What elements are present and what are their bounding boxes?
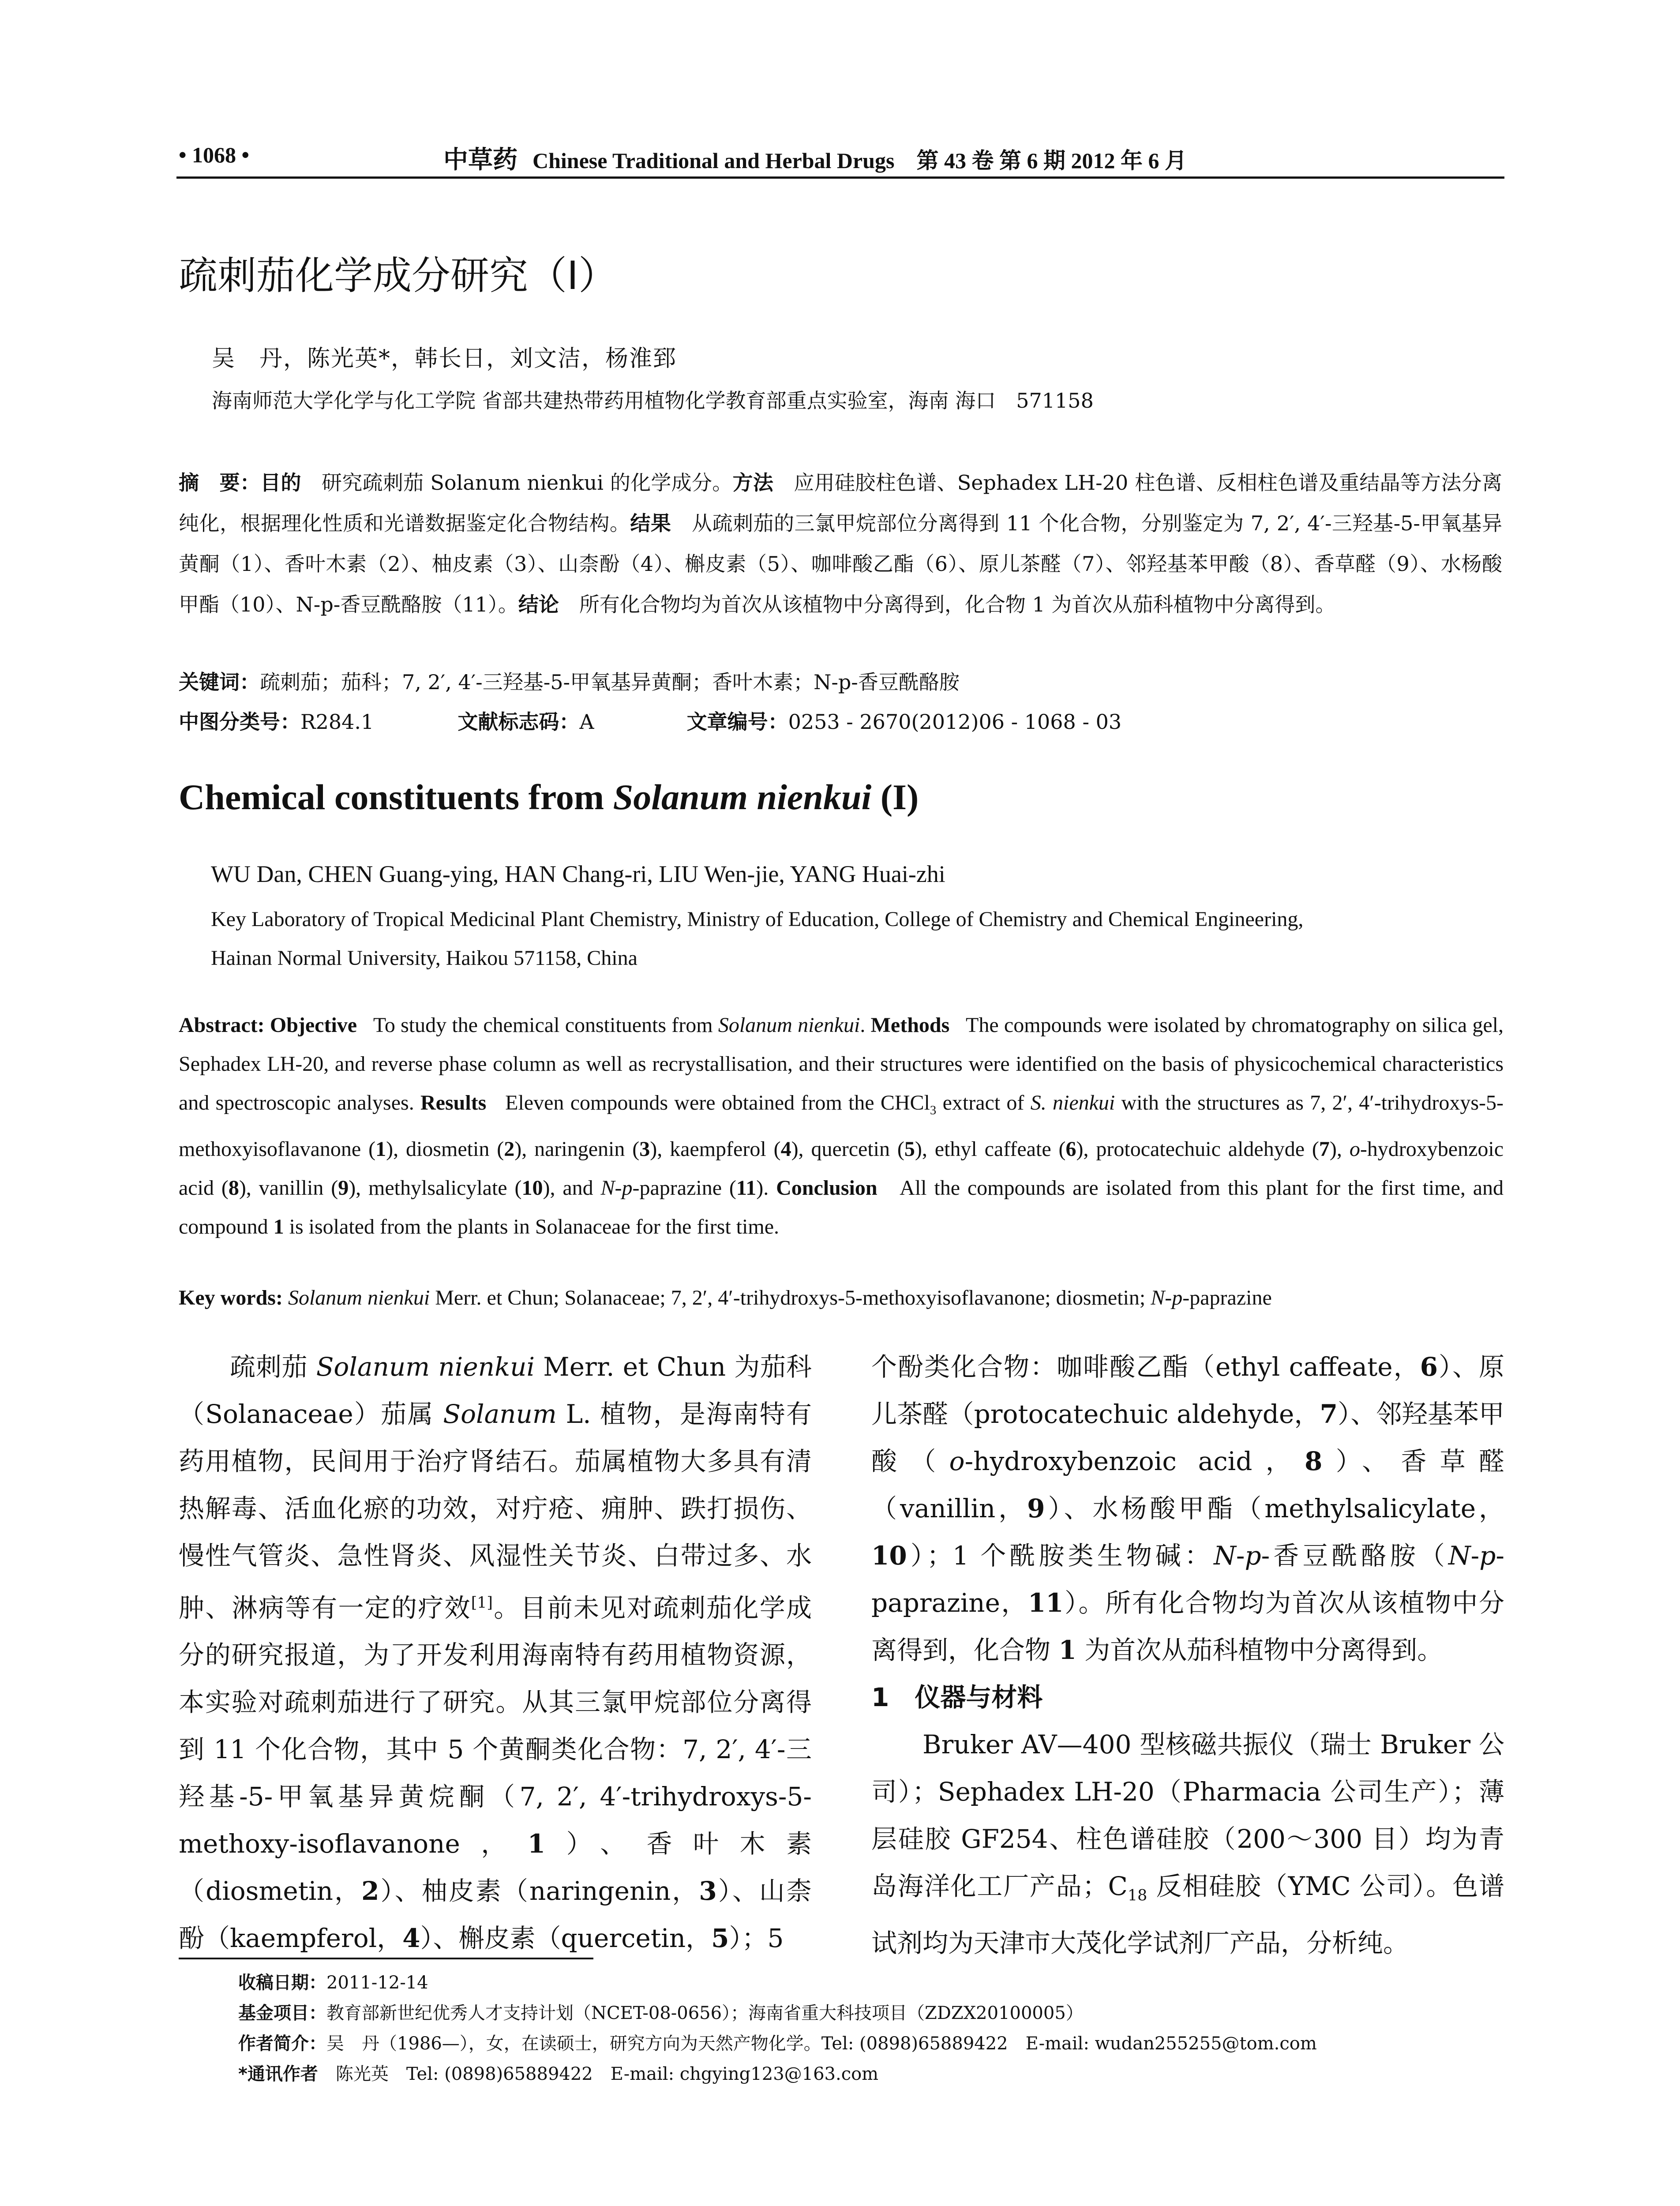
cn-conclusion: 所有化合物均为首次从该植物中分离得到，化合物 1 为首次从茄科植物中分离得到。 xyxy=(579,593,1336,616)
en-abstract: Abstract: Objective To study the chemical constituents from Solanum nienkui. Methods The compounds were isolated by chromatography on silica gel, Sephadex LH-20, and reverse phase column as well as recrystallisation, and their structures were identified on the basis of physicochemical characteristics and spectroscopic analyses. Results Eleven compounds were obtained from the CHCl$_3$ extract of S. nienkui with the structures as 7, 2′, 4′-trihydroxys-5-methoxyisoflavanone (1), diosmetin (2), naringenin (3), kaempferol (4), quercetin (5), ethyl caffeate (6), protocatechuic aldehyde (7), o-hydroxybenzoic acid (8), vanillin (9), methylsalicylate (10), and N-p-paprazine (11). Conclusion All the compounds are isolated from this plant for the first time, and compound 1 is isolated from the plants in Solanaceae for the first time. xyxy=(179,1013,1504,1238)
footnote-author xyxy=(238,2029,1317,2059)
cn-conclusion-label: 结论 xyxy=(518,593,559,616)
footnotes xyxy=(238,1968,1317,2090)
en-keywords-label: Key words: xyxy=(179,1286,283,1309)
materials-paragraph: Bruker AV—400 型核磁共振仪（瑞士 Bruker 公司）；Sephadex LH-20（Pharmacia 公司生产）；薄层硅胶 GF254、柱色谱硅胶（200～300 目）均为青岛海洋化工厂产品；$C_{18}$ 反相硅胶（YMC 公司）。色谱试剂均为天津市大茂化学试剂厂产品，分析纯。 xyxy=(871,1730,1504,1958)
author-label: 作者简介： xyxy=(238,2033,326,2054)
author-text: 吴 丹（1986—），女，在读硕士，研究方向为天然产物化学。Tel: (0898)65889422 E-mail: wudan255255@tom.com xyxy=(326,2033,1317,2054)
cn-abstract-label: 摘 要： xyxy=(179,471,261,495)
en-affiliation-line-2: Hainan Normal University, Haikou 571158, China xyxy=(211,946,638,970)
doc-code-value: A xyxy=(579,710,594,734)
article-no-label: 文章编号： xyxy=(686,710,788,734)
en-conclusion-label: Conclusion xyxy=(776,1176,878,1200)
received-date: 2011-12-14 xyxy=(326,1973,428,1993)
en-affiliation-line-1: Key Laboratory of Tropical Medicinal Plant Chemistry, Ministry of Education, College of Chemistry and Chemical Engineering, xyxy=(211,908,1304,931)
cn-keywords-text: 疏刺茄；茄科；7, 2′, 4′-三羟基-5-甲氧基异黄酮；香叶木素；N-p-香豆酰酪胺 xyxy=(260,670,960,694)
en-affiliation xyxy=(211,900,1512,978)
intro-paragraph: 疏刺茄 Solanum nienkui Merr. et Chun 为茄科（Solanaceae）茄属 Solanum L. 植物，是海南特有药用植物，民间用于治疗肾结石。茄属植物大多具有清热解毒、活血化瘀的功效，对疔疮、痈肿、跌打损伤、慢性气管炎、急性肾炎、风湿性关节炎、白带过多、水肿、淋病等有一定的疗效[1]。目前未见对疏刺茄化学成分的研究报道，为了开发利用海南特有药用植物资源，本实验对疏刺茄进行了研究。从其三氯甲烷部位分离得到 11 个化合物，其中 5 个黄酮类化合物：7, 2′, 4′-三羟基-5-甲氧基异黄烷酮（7, 2′, 4′-trihydroxys-5-methoxy-isoflavanone，1）、香叶木素（diosmetin，2）、柚皮素（naringenin，3）、山柰酚（kaempferol，4）、槲皮素（quercetin，5）；5 xyxy=(179,1352,812,1954)
en-results-label: Results xyxy=(420,1091,487,1114)
intro-paragraph-cont: 个酚类化合物：咖啡酸乙酯（ethyl caffeate，6）、原儿茶醛（protocatechuic aldehyde，7）、邻羟基苯甲酸（o-hydroxybenzoic acid，8）、香草醛（vanillin，9）、水杨酸甲酯（methylsalicylate，10）；1 个酰胺类生物碱：N-p-香豆酰酪胺（N-p-paprazine，11）。所有化合物均为首次从该植物中分离得到，化合物 1 为首次从茄科植物中分离得到。 xyxy=(871,1352,1504,1665)
cn-objective-label: 目的 xyxy=(260,471,301,495)
cn-authors: 吴 丹，陈光英*，韩长日，刘文洁，杨淮郅 xyxy=(212,345,677,372)
issue-info: 第 43 卷 第 6 期 2012 年 6 月 xyxy=(916,148,1187,173)
en-title-tail: (I) xyxy=(871,777,919,817)
body-column-left xyxy=(179,1343,812,1962)
cn-classification xyxy=(179,702,1121,742)
en-keywords: Key words: Solanum nienkui Merr. et Chun; Solanaceae; 7, 2′, 4′-trihydroxys-5-methoxyisoflavanone; diosmetin; N-p-paprazine xyxy=(179,1286,1272,1309)
fund-label: 基金项目： xyxy=(238,2003,326,2023)
cn-methods: 应用硅胶柱色谱、Sephadex LH-20 柱色谱、反相柱色谱及重结晶等方法分离纯化，根据理化性质和光谱数据鉴定化合物结构。 xyxy=(179,471,1503,535)
clc-label: 中图分类号： xyxy=(179,710,300,734)
cn-title: 疏刺茄化学成分研究（I） xyxy=(179,253,617,298)
page-number: • 1068 • xyxy=(179,143,250,167)
section-heading-1: 1 仪器与材料 xyxy=(871,1682,1043,1712)
clc-value: R284.1 xyxy=(300,710,374,734)
doc-code-label: 文献标志码： xyxy=(458,710,580,734)
corr-text: 陈光英 Tel: (0898)65889422 E-mail: chgying123@163.com xyxy=(335,2064,879,2084)
cn-results-label: 结果 xyxy=(630,511,671,535)
cn-results: 从疏刺茄的三氯甲烷部位分离得到 11 个化合物，分别鉴定为 7, 2′, 4′-三羟基-5-甲氧基异黄酮（1）、香叶木素（2）、柚皮素（3）、山柰酚（4）、槲皮素（5）、咖啡酸乙酯（6）、原儿茶醛（7）、邻羟基苯甲酸（8）、香草醛（9）、水杨酸甲酯（10）、N-p-香豆酰酪胺（11）。 xyxy=(179,511,1503,616)
cn-abstract xyxy=(179,462,1502,625)
cn-methods-label: 方法 xyxy=(732,471,774,495)
en-title xyxy=(179,777,919,818)
en-title-plain: Chemical constituents from xyxy=(179,777,613,817)
en-methods-label: Methods xyxy=(870,1013,950,1037)
article-no-value: 0253 - 2670(2012)06 - 1068 - 03 xyxy=(788,710,1122,734)
en-authors: WU Dan, CHEN Guang-ying, HAN Chang-ri, LIU Wen-jie, YANG Huai-zhi xyxy=(211,861,945,887)
cn-keywords-label: 关键词： xyxy=(179,670,260,694)
journal-name-cn: 中草药 xyxy=(443,146,518,174)
body-column-right xyxy=(871,1343,1504,1967)
cn-keywords xyxy=(179,662,960,702)
journal-header xyxy=(443,140,1187,176)
journal-name-en: Chinese Traditional and Herbal Drugs xyxy=(532,148,895,173)
cn-affiliation: 海南师范大学化学与化工学院 省部共建热带药用植物化学教育部重点实验室，海南 海口 571158 xyxy=(212,389,1094,413)
footnote-rule xyxy=(179,1958,593,1959)
en-objective-label: Objective xyxy=(270,1013,357,1037)
cn-objective: 研究疏刺茄 Solanum nienkui 的化学成分。 xyxy=(322,471,733,495)
footnote-received xyxy=(238,1968,1317,1998)
fund-text: 教育部新世纪优秀人才支持计划（NCET-08-0656）；海南省重大科技项目（ZDZX20100005） xyxy=(326,2003,1084,2023)
received-label: 收稿日期： xyxy=(238,1973,326,1993)
en-abstract-label: Abstract: xyxy=(179,1013,265,1037)
footnote-fund xyxy=(238,1998,1317,2029)
corr-label: *通讯作者 xyxy=(238,2064,318,2084)
footnote-corresponding xyxy=(238,2059,1317,2090)
header-rule xyxy=(176,176,1504,179)
en-title-species: Solanum nienkui xyxy=(613,777,872,817)
